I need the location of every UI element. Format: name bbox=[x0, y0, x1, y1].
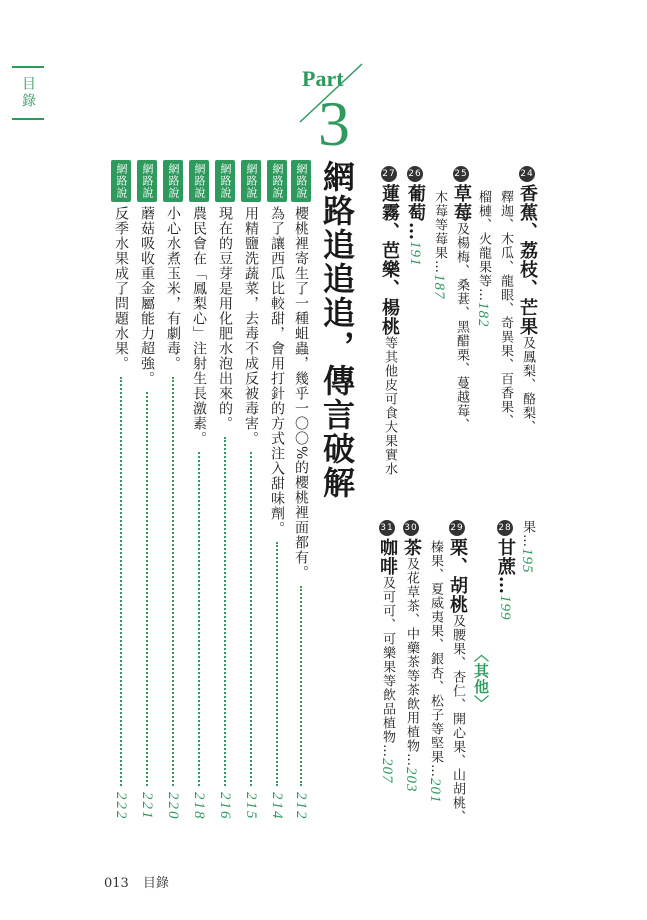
entry-page-number: 191 bbox=[407, 241, 423, 267]
entry-number-badge: 29 bbox=[449, 520, 465, 536]
part-word: Part bbox=[302, 66, 344, 91]
entry-25-cont bbox=[428, 190, 450, 300]
rumor-item bbox=[162, 160, 184, 820]
footer-page-number: 013 bbox=[104, 876, 129, 891]
rumor-badge: 網路說 bbox=[241, 160, 261, 202]
rumor-leader bbox=[224, 437, 226, 786]
rumor-text: 用精鹽洗蔬菜，去毒不成反被毒害。 bbox=[243, 206, 259, 446]
entry-number-badge: 26 bbox=[407, 166, 423, 182]
entry-title: 甘蔗… bbox=[495, 538, 516, 595]
entry-page-number: 203 bbox=[403, 767, 419, 793]
entry-subtitle: 及鳳梨、酪梨、 bbox=[520, 336, 535, 434]
entry-page-number: 187 bbox=[431, 274, 447, 300]
rumor-page-number: 218 bbox=[191, 791, 207, 820]
entry-subtitle: 及可可、可樂果等飲品植物… bbox=[380, 576, 395, 758]
entry-number-badge: 28 bbox=[497, 520, 513, 536]
entry-continuation: 木莓等莓果… bbox=[432, 190, 447, 274]
entry-29 bbox=[446, 520, 468, 824]
rumor-leader bbox=[276, 542, 278, 786]
rumor-page-number: 212 bbox=[293, 791, 309, 820]
footer bbox=[104, 872, 183, 891]
rumor-item bbox=[188, 160, 210, 820]
rumor-leader bbox=[120, 377, 122, 786]
rumor-badge: 網路說 bbox=[189, 160, 209, 202]
part-number: 3 bbox=[318, 88, 350, 159]
rumor-leader bbox=[172, 377, 174, 786]
footer-label: 目錄 bbox=[142, 876, 169, 891]
entry-24-cont-2 bbox=[472, 190, 494, 328]
entry-27-cont bbox=[516, 520, 538, 574]
side-tab bbox=[12, 66, 44, 120]
entry-title: 蓮霧、芭樂、楊桃 bbox=[379, 184, 400, 336]
rumor-leader bbox=[250, 452, 252, 786]
entry-26 bbox=[404, 166, 426, 267]
rumor-page-number: 220 bbox=[165, 791, 181, 820]
entry-title: 咖啡 bbox=[377, 538, 398, 576]
side-tab-rule-bottom bbox=[12, 118, 44, 120]
side-tab-rule-top bbox=[12, 66, 44, 68]
rumor-page-number: 215 bbox=[243, 791, 259, 820]
rumor-text: 為了讓西瓜比較甜，會用打針的方式注入甜味劑。 bbox=[269, 206, 285, 536]
entry-title: 茶 bbox=[401, 538, 422, 557]
side-tab-label: 目錄 bbox=[20, 76, 36, 110]
rumor-badge: 網路說 bbox=[215, 160, 235, 202]
section-title: 網路追追追，傳言破解 bbox=[318, 160, 356, 500]
rumor-badge: 網路說 bbox=[267, 160, 287, 202]
other-heading bbox=[468, 520, 492, 838]
entry-number-badge: 25 bbox=[453, 166, 469, 182]
rumor-text: 小心水煮玉米，有劇毒。 bbox=[165, 206, 181, 371]
rumor-page-number: 214 bbox=[269, 791, 285, 820]
entry-subtitle: 及腰果、杏仁、開心果、山胡桃、 bbox=[450, 614, 465, 824]
entry-30 bbox=[400, 520, 422, 793]
entry-title: 草莓 bbox=[451, 184, 472, 222]
entry-31 bbox=[376, 520, 398, 784]
rumor-leader bbox=[300, 586, 302, 785]
rumor-item bbox=[110, 160, 132, 820]
rumor-leader bbox=[146, 392, 148, 786]
entry-number-badge: 24 bbox=[519, 166, 535, 182]
rumor-page-number: 221 bbox=[139, 791, 155, 820]
entry-page-number: 207 bbox=[379, 758, 395, 784]
rumor-item bbox=[290, 160, 312, 820]
rumor-badge: 網路說 bbox=[291, 160, 311, 202]
entry-page-number: 182 bbox=[475, 302, 491, 328]
entry-29-cont bbox=[424, 540, 446, 804]
rumor-badge: 網路說 bbox=[163, 160, 183, 202]
entry-title: 葡萄… bbox=[405, 184, 426, 241]
rumor-page-number: 216 bbox=[217, 791, 233, 820]
entry-number-badge: 30 bbox=[403, 520, 419, 536]
entry-24 bbox=[516, 166, 538, 496]
rumor-item bbox=[214, 160, 236, 820]
rumor-leader bbox=[198, 452, 200, 786]
entry-25 bbox=[450, 166, 472, 432]
rumor-text: 現在的豆芽是用化肥水泡出來的。 bbox=[217, 206, 233, 431]
entry-subtitle: 等其他皮可食大果實水 bbox=[382, 336, 397, 476]
rumor-item bbox=[240, 160, 262, 820]
entry-27 bbox=[378, 166, 400, 476]
entry-continuation: 榛果、夏威夷果、銀杏、松子等堅果… bbox=[428, 540, 443, 778]
rumor-item bbox=[266, 160, 288, 820]
entry-page-number: 199 bbox=[497, 595, 513, 621]
rumor-text: 反季水果成了問題水果。 bbox=[113, 206, 129, 371]
other-heading-label: 〈其他〉 bbox=[472, 647, 490, 711]
entry-28 bbox=[494, 520, 516, 621]
rumor-text: 櫻桃裡寄生了一種蛆蟲，幾乎一〇〇%的櫻桃裡面都有。 bbox=[293, 206, 309, 581]
entry-title: 香蕉、荔枝、芒果 bbox=[517, 184, 538, 336]
entry-subtitle: 及楊梅、桑葚、黑醋栗、蔓越莓、 bbox=[454, 222, 469, 432]
entry-page-number: 201 bbox=[427, 778, 443, 804]
entry-number-badge: 27 bbox=[381, 166, 397, 182]
entry-number-badge: 31 bbox=[379, 520, 395, 536]
entry-subtitle: 及花草茶、中藥茶等茶飲用植物… bbox=[404, 557, 419, 767]
entry-24-cont-1: 釋迦、木瓜、龍眼、奇異果、百香果、 bbox=[498, 190, 513, 428]
rumor-page-number: 222 bbox=[113, 791, 129, 820]
entry-continuation: 果… bbox=[520, 520, 535, 548]
entry-continuation: 榴槤、火龍果等… bbox=[476, 190, 491, 302]
rumor-item bbox=[136, 160, 158, 820]
rumor-badge: 網路說 bbox=[137, 160, 157, 202]
rumor-badge: 網路說 bbox=[111, 160, 131, 202]
rumor-text: 農民會在「鳳梨心」注射生長激素。 bbox=[191, 206, 207, 446]
entry-page-number: 195 bbox=[519, 548, 535, 574]
entry-title: 栗、胡桃 bbox=[447, 538, 468, 614]
rumor-text: 蘑菇吸收重金屬能力超強。 bbox=[139, 206, 155, 386]
